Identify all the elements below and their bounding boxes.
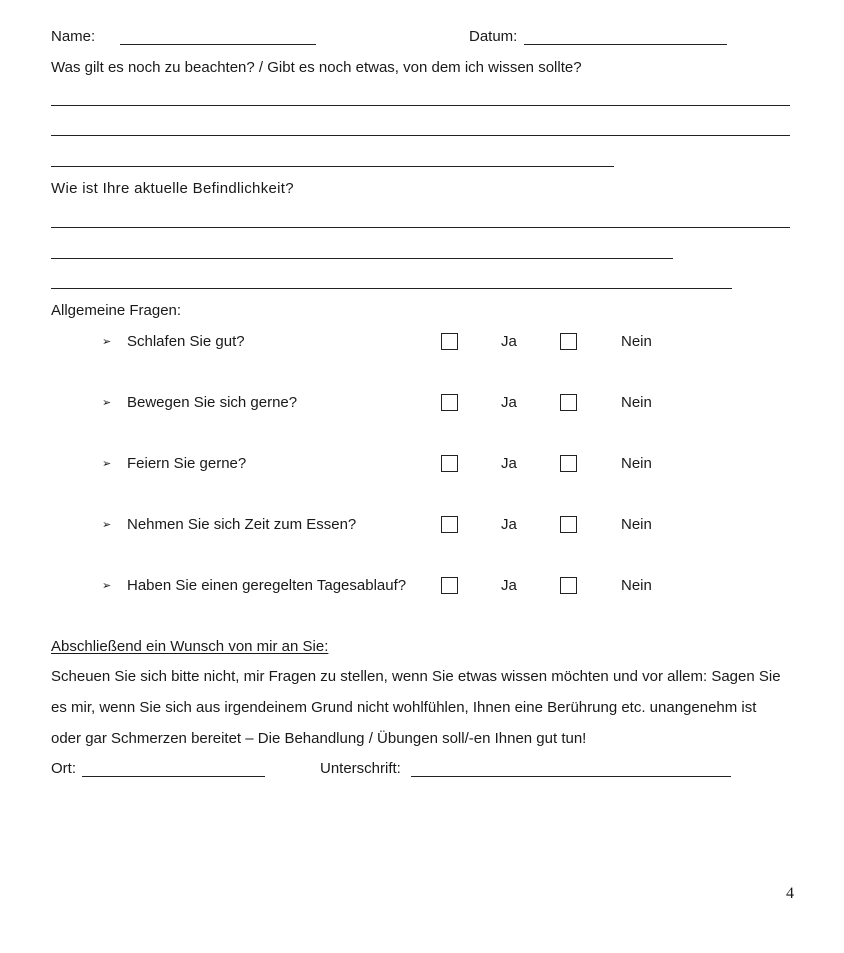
closing-text-line: es mir, wenn Sie sich aus irgendeinem Grund nicht wohlfühlen, Ihnen eine Berührung etc. unangenehm ist: [51, 699, 757, 716]
yes-label: Ja: [501, 516, 517, 533]
yes-checkbox[interactable]: [441, 333, 458, 350]
bullet-icon: ➢: [102, 580, 112, 592]
name-field[interactable]: [120, 44, 316, 45]
general-heading: Allgemeine Fragen:: [51, 302, 182, 319]
wellbeing-answer-line-2[interactable]: [51, 258, 673, 259]
yes-checkbox[interactable]: [441, 516, 458, 533]
notes-question: Was gilt es noch zu beachten? / Gibt es noch etwas, von dem ich wissen sollte?: [51, 59, 582, 76]
name-label: Name:: [51, 28, 96, 45]
no-checkbox[interactable]: [560, 577, 577, 594]
yes-label: Ja: [501, 394, 517, 411]
no-checkbox[interactable]: [560, 333, 577, 350]
place-label: Ort:: [51, 760, 76, 777]
wellbeing-answer-line-1[interactable]: [51, 227, 790, 228]
bullet-icon: ➢: [102, 336, 112, 348]
yes-checkbox[interactable]: [441, 577, 458, 594]
question-label: Nehmen Sie sich Zeit zum Essen?: [127, 516, 357, 533]
wellbeing-question: Wie ist Ihre aktuelle Befindlichkeit?: [51, 180, 294, 197]
no-checkbox[interactable]: [560, 394, 577, 411]
date-label: Datum:: [469, 28, 518, 45]
question-label: Feiern Sie gerne?: [127, 455, 247, 472]
bullet-icon: ➢: [102, 458, 112, 470]
closing-text-line: oder gar Schmerzen bereitet – Die Behandlung / Übungen soll/-en Ihnen gut tun!: [51, 730, 587, 747]
signature-label: Unterschrift:: [320, 760, 401, 777]
wellbeing-answer-line-3[interactable]: [51, 288, 732, 289]
bullet-icon: ➢: [102, 519, 112, 531]
place-field[interactable]: [82, 776, 265, 777]
no-label: Nein: [621, 333, 652, 350]
no-label: Nein: [621, 577, 652, 594]
no-label: Nein: [621, 394, 652, 411]
signature-field[interactable]: [411, 776, 731, 777]
yes-label: Ja: [501, 333, 517, 350]
no-label: Nein: [621, 516, 652, 533]
question-label: Bewegen Sie sich gerne?: [127, 394, 298, 411]
no-checkbox[interactable]: [560, 516, 577, 533]
yes-checkbox[interactable]: [441, 455, 458, 472]
no-checkbox[interactable]: [560, 455, 577, 472]
notes-answer-line-1[interactable]: [51, 105, 790, 106]
closing-text-line: Scheuen Sie sich bitte nicht, mir Fragen zu stellen, wenn Sie etwas wissen möchten und vor allem: Sagen Sie: [51, 668, 781, 685]
notes-answer-line-2[interactable]: [51, 135, 790, 136]
yes-label: Ja: [501, 455, 517, 472]
yes-label: Ja: [501, 577, 517, 594]
date-field[interactable]: [524, 44, 727, 45]
bullet-icon: ➢: [102, 397, 112, 409]
closing-heading: Abschließend ein Wunsch von mir an Sie:: [51, 638, 329, 655]
question-label: Haben Sie einen geregelten Tagesablauf?: [127, 577, 407, 594]
notes-answer-line-3[interactable]: [51, 166, 614, 167]
question-label: Schlafen Sie gut?: [127, 333, 245, 350]
no-label: Nein: [621, 455, 652, 472]
page-number: 4: [786, 885, 794, 902]
yes-checkbox[interactable]: [441, 394, 458, 411]
